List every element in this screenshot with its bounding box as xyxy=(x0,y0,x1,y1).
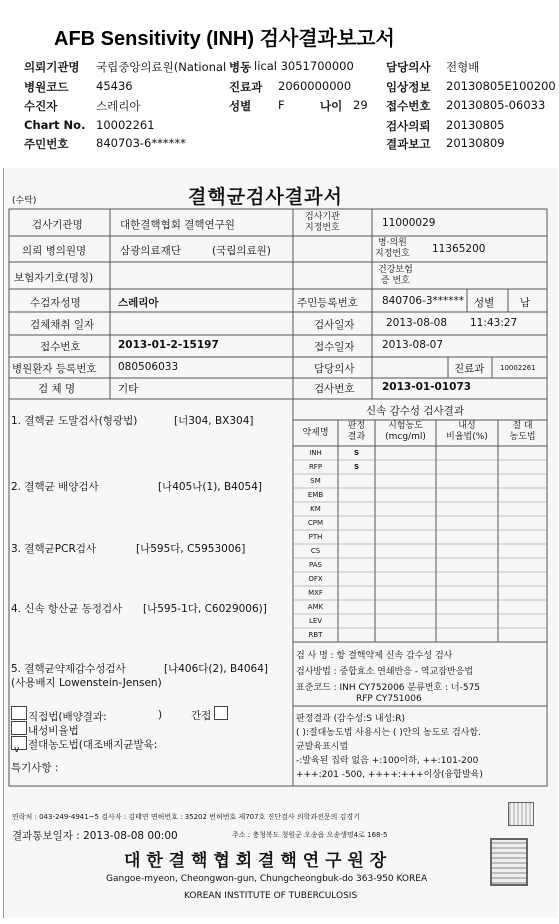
header-label: 결과보고 xyxy=(386,137,431,151)
drug-name: CPM xyxy=(307,519,324,527)
field-value: 11365200 xyxy=(432,243,486,255)
field-value: 삼광의료재단 xyxy=(120,245,181,257)
header-value: 10002261 xyxy=(96,118,155,132)
footer-address: 주소 : 충청북도 청원군 오송읍 오송생명4로 168-5 xyxy=(232,831,388,839)
checkbox-label: 절대농도법(대조배지균발육: xyxy=(28,739,158,751)
field-value: 840706-3****** xyxy=(382,295,465,307)
header-value: 20130809 xyxy=(446,136,505,150)
sensitivity-header-cell: 내성 비율법(%) xyxy=(446,421,488,442)
field-label: 보험자기호(명칭) xyxy=(14,272,94,284)
field-value: 2013-01-01073 xyxy=(382,381,472,393)
test-code: [나595-1다, C6029006)] xyxy=(143,603,267,615)
header-value: 전형배 xyxy=(446,60,480,74)
drug-name: PTH xyxy=(308,533,323,541)
drug-name: SM xyxy=(310,477,321,485)
field-label: 검사기관 지정번호 xyxy=(305,212,340,233)
field-label: 검사일자 xyxy=(314,319,355,331)
checkbox-label: ) xyxy=(158,709,163,721)
sensitivity-title: 신속 감수성 검사결과 xyxy=(366,405,464,417)
field-value: 2013-08-08 xyxy=(386,317,448,329)
header-value: 45436 xyxy=(96,79,133,93)
field-value: 11000029 xyxy=(382,217,436,229)
test-code: [나406다(2), B4064] xyxy=(164,663,268,675)
test-code: [나405나(1), B4054] xyxy=(158,481,262,493)
test-item: 2. 결핵균 배양검사 xyxy=(11,481,99,493)
header-label: 수진자 xyxy=(24,99,58,113)
sensitivity-header-cell: 판정 결과 xyxy=(347,421,366,442)
header-label: 주민번호 xyxy=(24,137,69,151)
org-name: 대 한 결 핵 협 회 결 핵 연 구 원 장 xyxy=(124,851,387,871)
drug-name: OFX xyxy=(308,575,323,583)
checkbox-label: 간접 xyxy=(191,710,212,722)
sensitivity-header-cell: 시험농도 (mcg/ml) xyxy=(385,421,426,442)
field-label: 건강보험 증 번호 xyxy=(378,265,413,286)
field-value: 스레리아 xyxy=(118,297,159,309)
test-code: [너304, BX304] xyxy=(174,415,254,427)
test-item: 1. 결핵균 도말검사(형광법) xyxy=(11,415,138,427)
header-value: 2060000000 xyxy=(278,79,352,93)
field-label: 병원환자 등록번호 xyxy=(12,363,97,375)
field-label: 진료과 xyxy=(454,363,485,375)
legend-line: -:발육된 집락 없음 +:100이하, ++:101-200 xyxy=(296,756,479,766)
form-heading: 결핵균검사결과서 xyxy=(188,186,343,208)
header-value: lical 3051700000 xyxy=(254,59,354,73)
method-line: 검사방법 : 중합효소 연쇄반응 - 역교잡반응법 xyxy=(296,667,474,677)
legend-line: 균발육표시법 xyxy=(296,742,349,752)
checkbox-label: 직접법(배양결과: xyxy=(28,711,107,723)
checkbox-mark: v xyxy=(14,745,20,755)
drug-name: KM xyxy=(310,505,321,513)
report-title: AFB Sensitivity (INH) 검사결과보고서 xyxy=(54,28,395,50)
field-label: 성별 xyxy=(474,297,495,309)
header-label: 검사의뢰 xyxy=(386,119,431,133)
institute-name: KOREAN INSTITUTE OF TUBERCULOSIS xyxy=(184,891,358,901)
field-label: 검 체 명 xyxy=(38,383,76,395)
indirect-method-checkbox[interactable] xyxy=(214,706,228,720)
field-value: 대한결핵협회 결핵연구원 xyxy=(120,219,235,231)
header-value: F xyxy=(278,98,285,112)
header-value: 29 xyxy=(353,98,368,112)
drug-name: RBT xyxy=(308,631,323,639)
header-label: 의뢰기관명 xyxy=(24,60,80,74)
method-line: 표준코드 : INH CY752006 분류번호 : 너-575 xyxy=(296,683,481,693)
drug-name: AMK xyxy=(307,603,324,611)
sensitivity-header-cell: 절 대 농도법 xyxy=(509,421,536,442)
test-item: 4. 신속 항산균 동정검사 xyxy=(11,603,123,615)
header-label: 담당의사 xyxy=(386,60,431,74)
test-item: 3. 결핵균PCR검사 xyxy=(11,543,97,555)
header-value: 국립중앙의료원(National xyxy=(96,60,227,74)
special-notes-label: 특기사항 : xyxy=(11,762,59,774)
field-value: 기타 xyxy=(118,383,139,395)
field-value: 2013-08-07 xyxy=(382,339,444,351)
field-label: 의뢰 병의원명 xyxy=(22,245,87,257)
test-item: 5. 결핵균약제감수성검사 xyxy=(11,663,126,675)
header-label: 성별 xyxy=(229,99,252,113)
header-value: 840703-6****** xyxy=(96,136,186,150)
field-value: 11:43:27 xyxy=(470,317,518,329)
legend-line: ( ):절대농도법 사용시는 ( )안의 농도로 검사함. xyxy=(296,728,481,738)
drug-name: LEV xyxy=(308,617,323,625)
drug-name: INH xyxy=(309,449,322,457)
legend-line: +++:201 -500, ++++:+++이상(융합발육) xyxy=(296,770,483,780)
header-label: 병동 xyxy=(229,60,252,74)
header-value: 20130805E100200 xyxy=(446,79,556,93)
field-value: 080506033 xyxy=(118,361,179,373)
header-label: 진료과 xyxy=(229,80,263,94)
small-seal xyxy=(508,802,534,826)
header-value: 스레리아 xyxy=(96,99,141,113)
field-value: 남 xyxy=(520,297,531,309)
field-label: 주민등록번호 xyxy=(297,297,358,309)
field-label: 접수일자 xyxy=(314,341,355,353)
legend-line: 판정결과 (감수성:S 내성:R) xyxy=(296,714,406,724)
drug-name: CS xyxy=(310,547,321,555)
official-seal xyxy=(490,838,528,886)
field-label: 접수번호 xyxy=(40,341,81,353)
drug-result: S xyxy=(353,449,360,457)
copy-label: (수탁) xyxy=(12,196,37,206)
test-code: [나595다, C5953006] xyxy=(136,543,246,555)
resistance-ratio-checkbox[interactable] xyxy=(11,721,27,735)
drug-name: PAS xyxy=(308,561,322,569)
field-label: 수검자성명 xyxy=(30,297,81,309)
header-value: 20130805 xyxy=(446,118,505,132)
method-line: RFP CY751006 xyxy=(356,694,422,704)
direct-method-checkbox[interactable] xyxy=(11,706,27,720)
drug-name: MXF xyxy=(308,589,323,597)
field-label: 담당의사 xyxy=(314,363,355,375)
field-label: 검체채취 일자 xyxy=(30,319,95,331)
checkbox-label: 내성비율법 xyxy=(28,725,79,737)
field-label: 검사번호 xyxy=(314,383,355,395)
absolute-concentration-checkbox[interactable] xyxy=(11,736,27,755)
field-label: 검사기관명 xyxy=(32,219,83,231)
sensitivity-header-cell: 약제명 xyxy=(302,428,329,438)
method-line: 검 사 명 : 항 결핵약제 신속 감수성 검사 xyxy=(296,651,453,661)
header-value: 20130805-06033 xyxy=(446,98,546,112)
drug-name: EMB xyxy=(307,491,324,499)
footer-contact: 연락처 : 043-249-4941~5 검사자 : 김태연 면허번호 : 35202 번허번호 제707호 진단검사 의학과전문의 김경기 xyxy=(12,813,360,821)
header-label: 나이 xyxy=(320,99,343,113)
field-value: (국립의료원) xyxy=(212,245,271,257)
header-label: 병원코드 xyxy=(24,80,69,94)
report-date: 결과통보일자 : 2013-08-08 00:00 xyxy=(12,830,178,842)
drug-result: S xyxy=(353,463,360,471)
header-label: 임상정보 xyxy=(386,80,431,94)
field-value: 10002261 xyxy=(500,364,536,372)
drug-name: RFP xyxy=(308,463,323,471)
header-label: 접수번호 xyxy=(386,99,431,113)
org-address-en: Gangoe-myeon, Cheongwon-gun, Chungcheongbuk-do 363-950 KOREA xyxy=(106,874,428,884)
field-value: 2013-01-2-15197 xyxy=(118,339,219,351)
header-label: Chart No. xyxy=(24,118,86,132)
test-subtext: (사용배지 Lowenstein-Jensen) xyxy=(11,677,162,689)
field-label: 병·의원 지정번호 xyxy=(375,238,410,259)
